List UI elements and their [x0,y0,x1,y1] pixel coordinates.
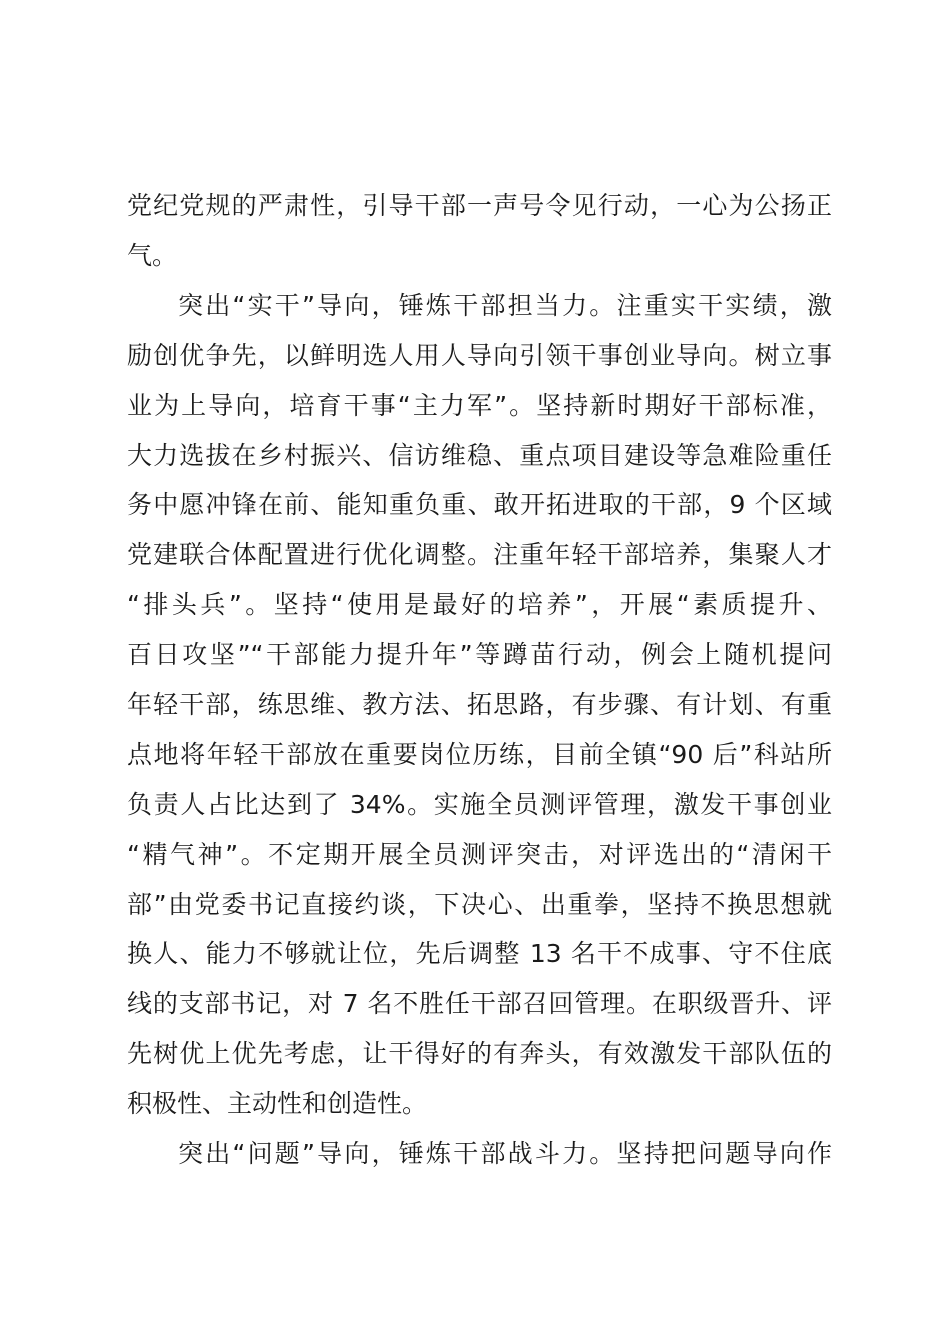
text-line: 年轻干部，练思维、教方法、拓思路，有步骤、有计划、有重 [127,690,832,719]
text-line: 党纪党规的严肃性，引导干部一声号令见行动，一心为公扬正 [127,191,832,220]
text-line: 点地将年轻干部放在重要岗位历练，目前全镇“90 后”科站所 [127,740,832,769]
text-line: “精气神”。不定期开展全员测评突击，对评选出的“清闲干 [127,840,832,869]
text-line: 大力选拔在乡村振兴、信访维稳、重点项目建设等急难险重任 [127,441,832,470]
text-line: 先树优上优先考虑，让干得好的有奔头，有效激发干部队伍的 [127,1039,832,1068]
text-line: 部”由党委书记直接约谈，下决心、出重拳，坚持不换思想就 [127,890,832,919]
text-line: 气。 [127,241,178,270]
paragraph-start-line: 突出“问题”导向，锤炼干部战斗力。坚持把问题导向作 [178,1139,832,1168]
text-line: 线的支部书记，对 7 名不胜任干部召回管理。在职级晋升、评 [127,989,832,1018]
text-line: 务中愿冲锋在前、能知重负重、敢开拓进取的干部，9 个区域 [127,490,832,519]
paragraph-start-line: 突出“实干”导向，锤炼干部担当力。注重实干实绩，激 [178,291,832,320]
text-line: “排头兵”。坚持“使用是最好的培养”，开展“素质提升、 [127,590,832,619]
text-line: 负责人占比达到了 34%。实施全员测评管理，激发干事创业 [127,790,832,819]
text-line: 业为上导向，培育干事“主力军”。坚持新时期好干部标准， [127,391,832,420]
text-line: 积极性、主动性和创造性。 [127,1089,428,1118]
text-line: 励创优争先，以鲜明选人用人导向引领干事创业导向。树立事 [127,341,832,370]
text-line: 党建联合体配置进行优化调整。注重年轻干部培养，集聚人才 [127,540,832,569]
text-line: 换人、能力不够就让位，先后调整 13 名干不成事、守不住底 [127,939,832,968]
text-line: 百日攻坚”“干部能力提升年”等蹲苗行动，例会上随机提问 [127,640,832,669]
